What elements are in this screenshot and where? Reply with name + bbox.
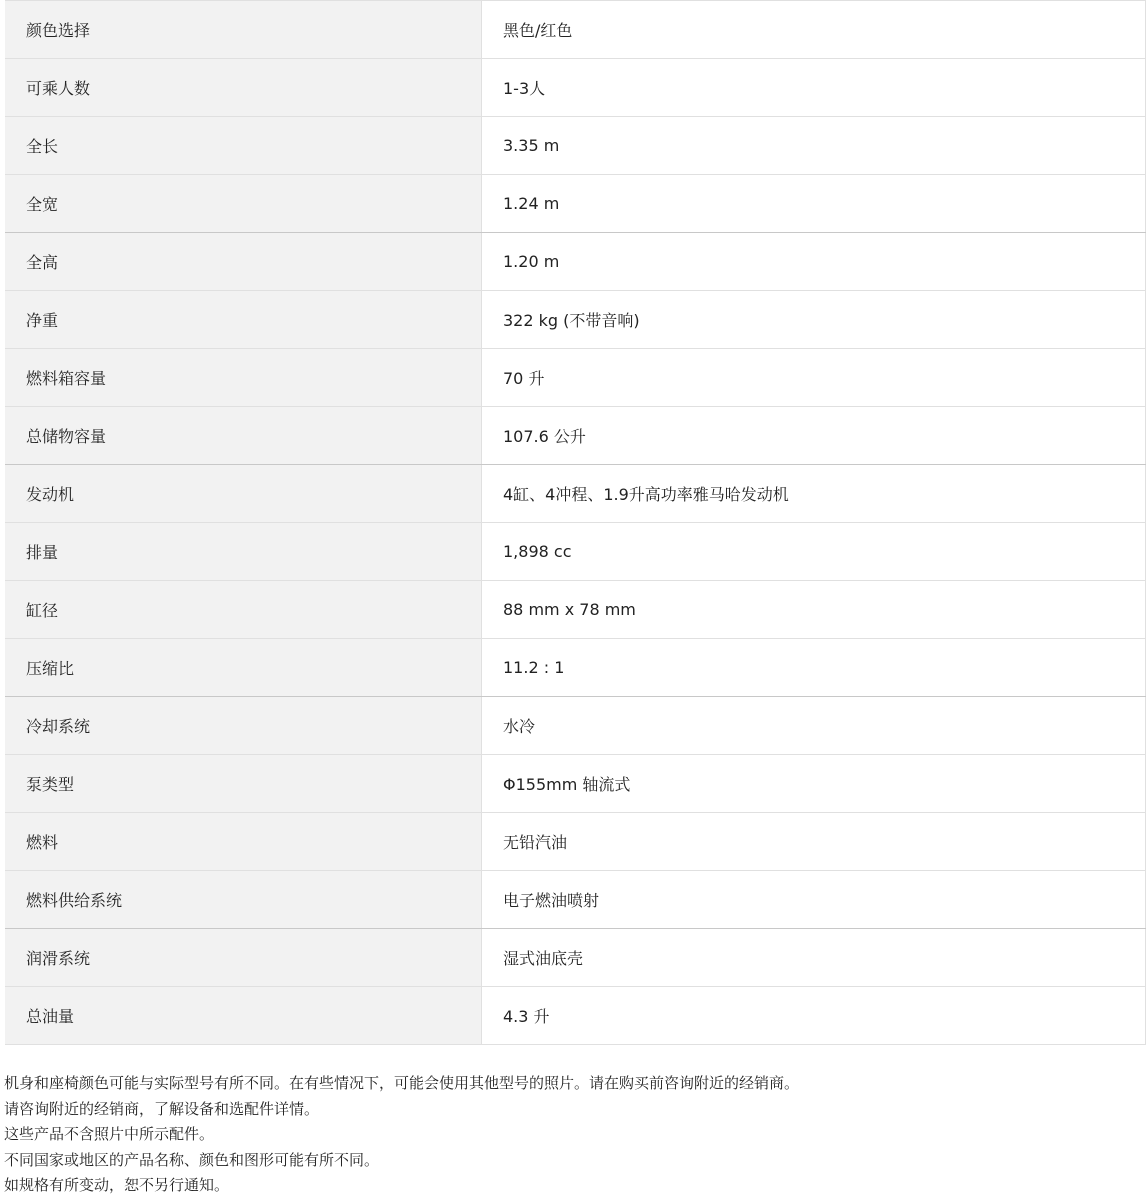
spec-value: Φ155mm 轴流式 xyxy=(482,755,1146,813)
spec-table xyxy=(5,0,1146,1045)
spec-row xyxy=(5,523,1146,581)
spec-value: 1.20 m xyxy=(482,233,1146,291)
spec-row xyxy=(5,233,1146,291)
spec-row xyxy=(5,929,1146,987)
spec-value: 无铅汽油 xyxy=(482,813,1146,871)
disclaimer-notes xyxy=(4,1071,1144,1199)
spec-row xyxy=(5,117,1146,175)
spec-label: 总油量 xyxy=(5,987,482,1045)
spec-value: 黑色/红色 xyxy=(482,1,1146,59)
spec-value: 11.2 : 1 xyxy=(482,639,1146,697)
spec-label: 燃料箱容量 xyxy=(5,349,482,407)
spec-label: 全高 xyxy=(5,233,482,291)
spec-value: 88 mm x 78 mm xyxy=(482,581,1146,639)
spec-label: 排量 xyxy=(5,523,482,581)
spec-value: 湿式油底壳 xyxy=(482,929,1146,987)
spec-value: 70 升 xyxy=(482,349,1146,407)
spec-label: 可乘人数 xyxy=(5,59,482,117)
spec-label: 全宽 xyxy=(5,175,482,233)
spec-row xyxy=(5,581,1146,639)
spec-label: 总储物容量 xyxy=(5,407,482,465)
spec-row xyxy=(5,697,1146,755)
spec-label: 全长 xyxy=(5,117,482,175)
spec-value: 1.24 m xyxy=(482,175,1146,233)
spec-label: 缸径 xyxy=(5,581,482,639)
spec-row xyxy=(5,813,1146,871)
spec-row xyxy=(5,1,1146,59)
spec-label: 燃料 xyxy=(5,813,482,871)
disclaimer-line: 这些产品不含照片中所示配件。 xyxy=(4,1125,215,1143)
spec-row xyxy=(5,465,1146,523)
spec-row xyxy=(5,871,1146,929)
spec-row xyxy=(5,407,1146,465)
spec-label: 冷却系统 xyxy=(5,697,482,755)
spec-label: 润滑系统 xyxy=(5,929,482,987)
spec-value: 1-3人 xyxy=(482,59,1146,117)
disclaimer-line: 不同国家或地区的产品名称、颜色和图形可能有所不同。 xyxy=(4,1150,380,1169)
disclaimer-line: 机身和座椅颜色可能与实际型号有所不同。在有些情况下，可能会使用其他型号的照片。请在购买前咨询附近的经销商。 xyxy=(4,1074,800,1092)
spec-row xyxy=(5,175,1146,233)
spec-label: 压缩比 xyxy=(5,639,482,697)
spec-value: 3.35 m xyxy=(482,117,1146,175)
spec-label: 净重 xyxy=(5,291,482,349)
disclaimer-line: 如规格有所变动，恕不另行通知。 xyxy=(4,1176,230,1194)
spec-label: 燃料供给系统 xyxy=(5,871,482,929)
spec-label: 泵类型 xyxy=(5,755,482,813)
spec-row xyxy=(5,59,1146,117)
spec-value: 水冷 xyxy=(482,697,1146,755)
spec-row xyxy=(5,291,1146,349)
spec-value: 电子燃油喷射 xyxy=(482,871,1146,929)
spec-label: 发动机 xyxy=(5,465,482,523)
spec-value: 322 kg (不带音响) xyxy=(482,291,1146,349)
spec-value: 4缸、4冲程、1.9升高功率雅马哈发动机 xyxy=(482,465,1146,523)
spec-value: 1,898 cc xyxy=(482,523,1146,581)
spec-value: 107.6 公升 xyxy=(482,407,1146,465)
disclaimer-line: 请咨询附近的经销商，了解设备和选配件详情。 xyxy=(4,1099,320,1118)
spec-row xyxy=(5,755,1146,813)
spec-row xyxy=(5,639,1146,697)
spec-value: 4.3 升 xyxy=(482,987,1146,1045)
spec-row xyxy=(5,349,1146,407)
spec-row xyxy=(5,987,1146,1045)
spec-label: 颜色选择 xyxy=(5,1,482,59)
